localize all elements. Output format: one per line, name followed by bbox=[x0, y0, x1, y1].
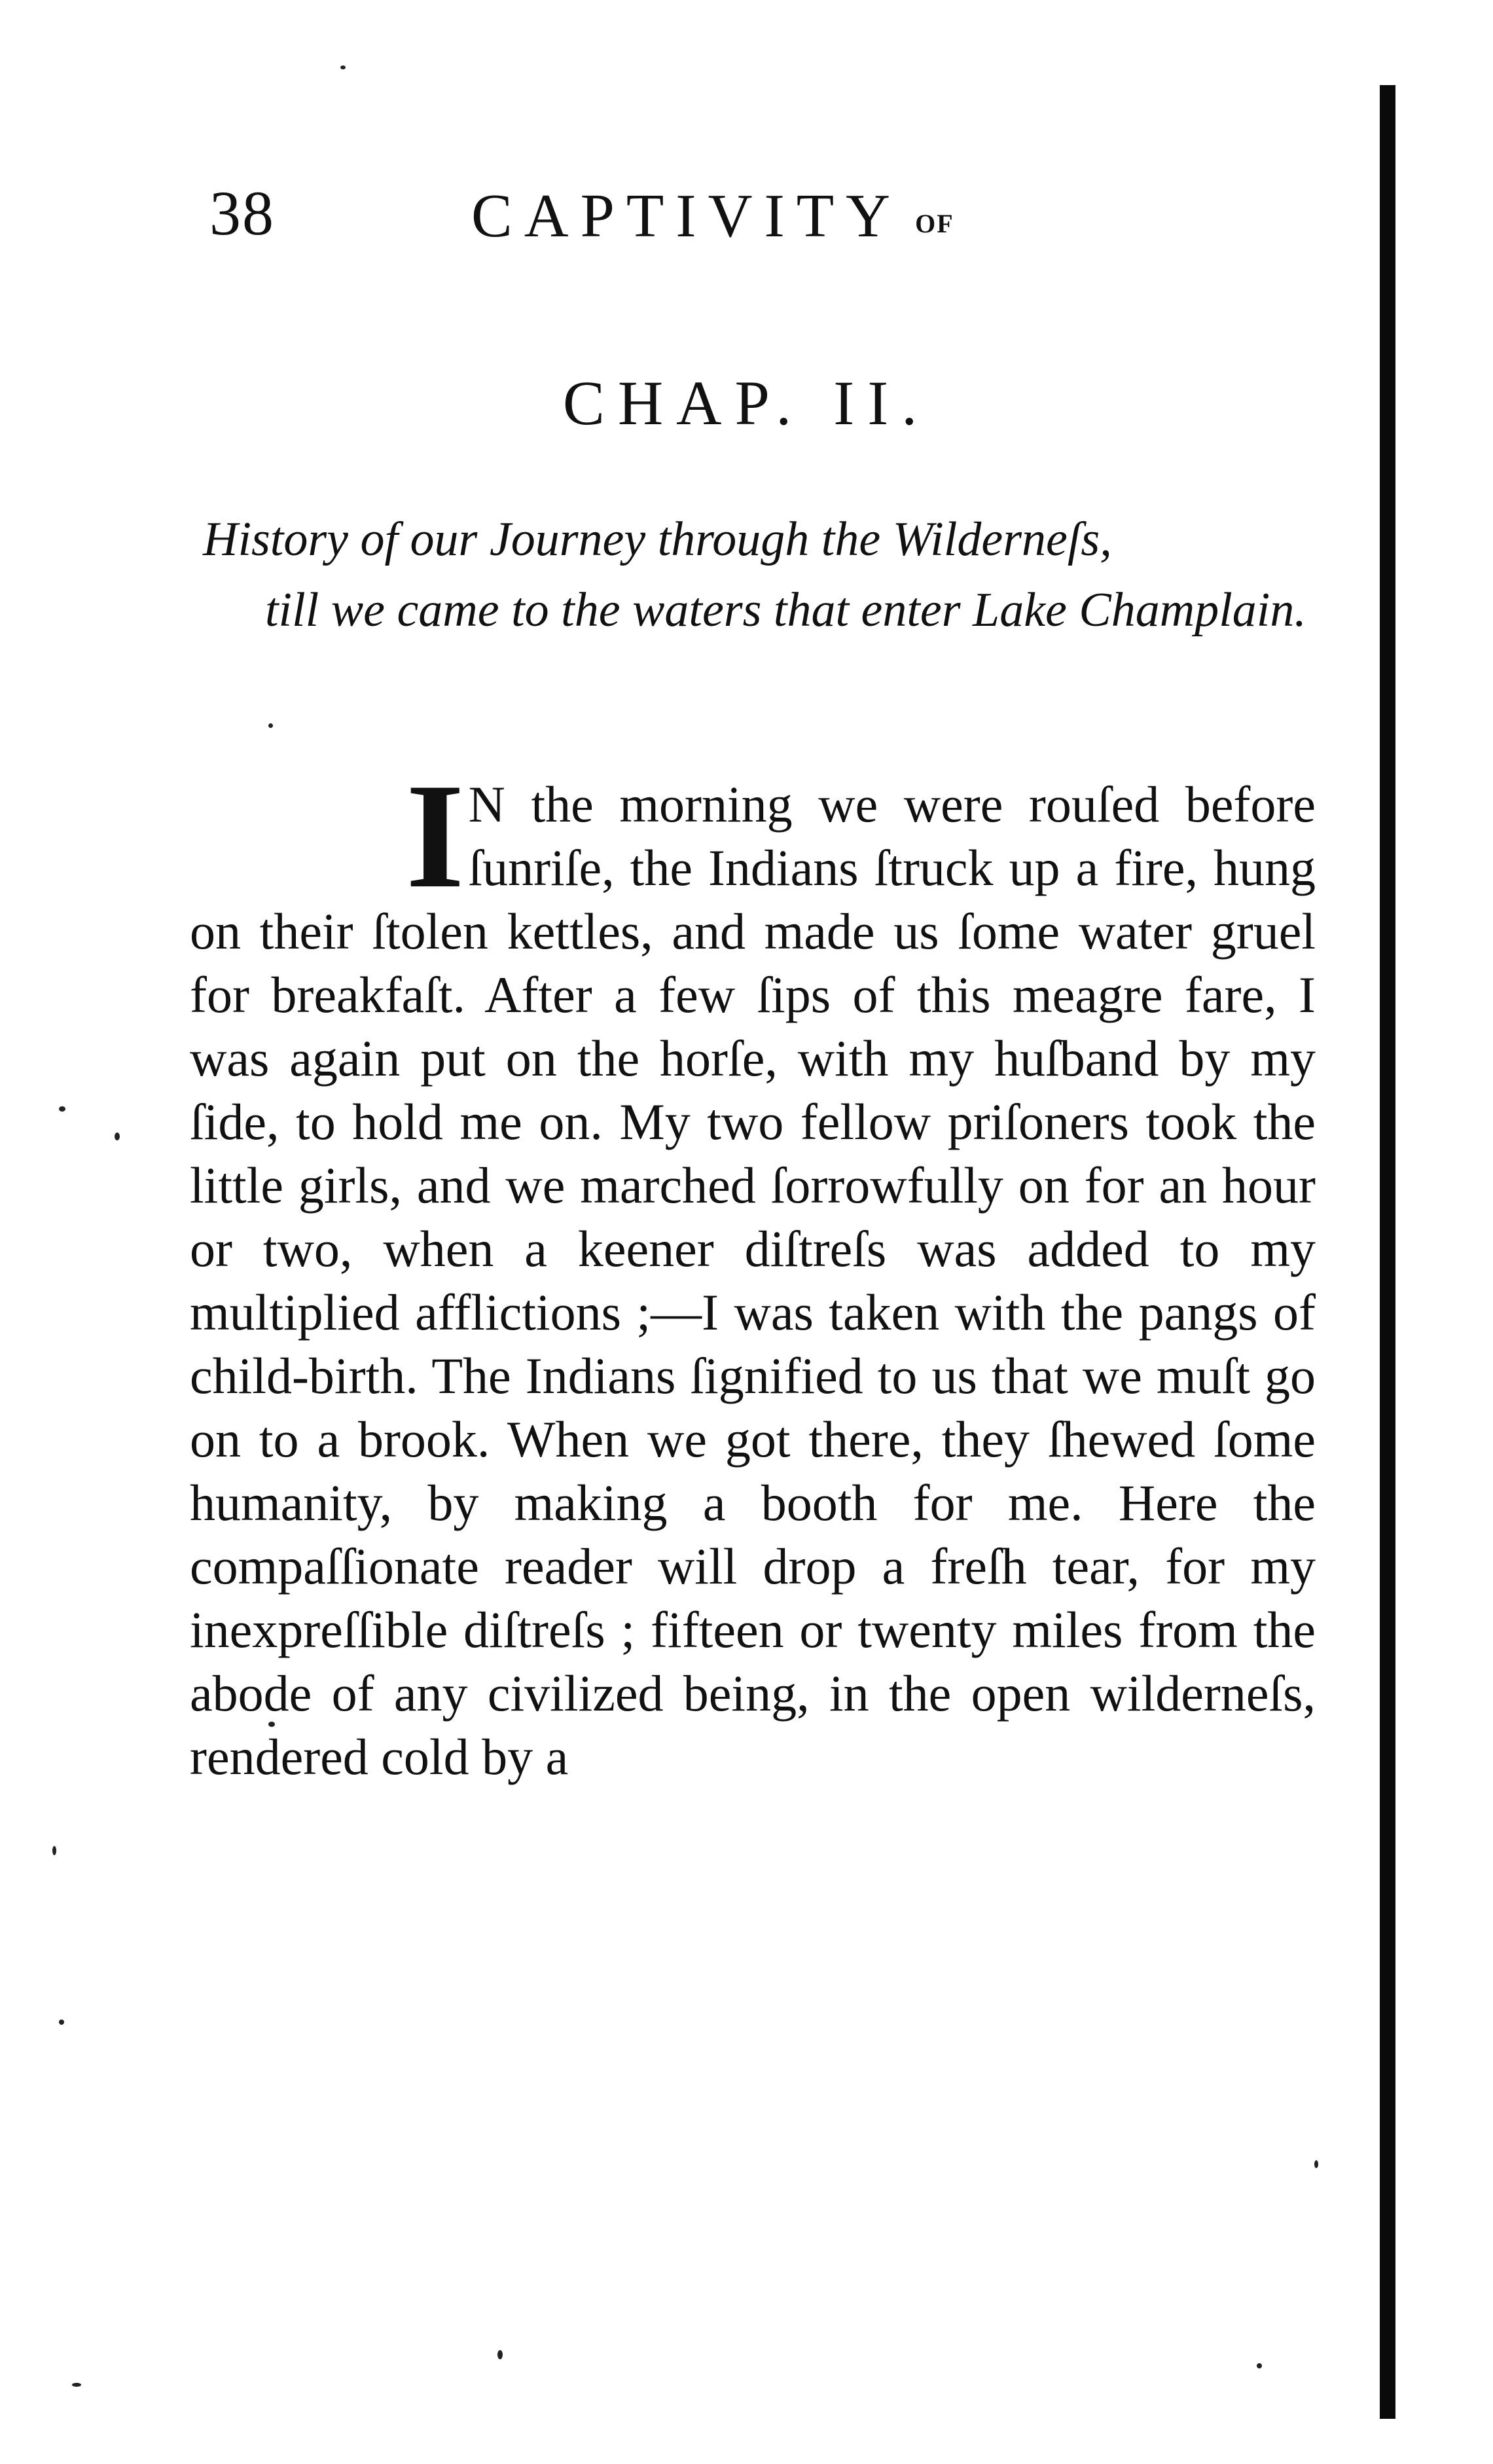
chapter-summary-line-2: till we came to the waters that enter Lake Champlain. bbox=[265, 583, 1306, 637]
chapter-heading: CHAP. II. bbox=[562, 368, 931, 438]
running-title-text: CAPTIVITY bbox=[471, 182, 903, 250]
print-speck bbox=[1257, 2363, 1262, 2368]
body-paragraph bbox=[190, 752, 1316, 1788]
print-speck bbox=[1314, 2160, 1318, 2168]
print-speck bbox=[59, 1106, 65, 1112]
running-title bbox=[471, 181, 954, 251]
print-speck bbox=[268, 1722, 275, 1727]
running-head bbox=[209, 177, 1126, 255]
print-speck bbox=[52, 1846, 56, 1855]
first-words: N the morning we were rouſed bbox=[468, 776, 1160, 833]
print-speck bbox=[497, 2350, 503, 2359]
print-speck bbox=[340, 65, 346, 69]
print-speck bbox=[59, 2020, 64, 2025]
chapter-summary bbox=[203, 504, 1329, 645]
page-number: 38 bbox=[209, 178, 275, 248]
print-speck bbox=[268, 723, 273, 728]
print-speck bbox=[72, 2383, 81, 2387]
body-text: before ſunriſe, the Indians ſtruck up a fire, hung on their ſtolen kettles, and made us ſome water gruel for breakfaſt. After a few ſips of this meagre fare, I was again put on the horſe, with my huſband by my ſide, to hold me on. My two fellow priſoners took the little girls, and we marched ſorrowfully on for an hour or two, when a keener diſtreſs was added to my multiplied afflictions ;—I was taken with the pangs of child-birth. The Indians ſignified to us that we muſt go on to a brook. When we got there, they ſhewed ſome humanity, by making a booth for me. Here the compaſſionate reader will drop a freſh tear, for my inexpreſſible diſtreſs ; fifteen or twenty miles from the abode of any civilized being, in the open wilderneſs, rendered cold by a bbox=[190, 776, 1316, 1785]
chapter-summary-line-1: History of our Journey through the Wilderneſs, bbox=[203, 513, 1112, 566]
drop-cap: I bbox=[406, 752, 465, 919]
running-title-suffix: OF bbox=[915, 209, 954, 238]
print-speck bbox=[115, 1132, 120, 1140]
